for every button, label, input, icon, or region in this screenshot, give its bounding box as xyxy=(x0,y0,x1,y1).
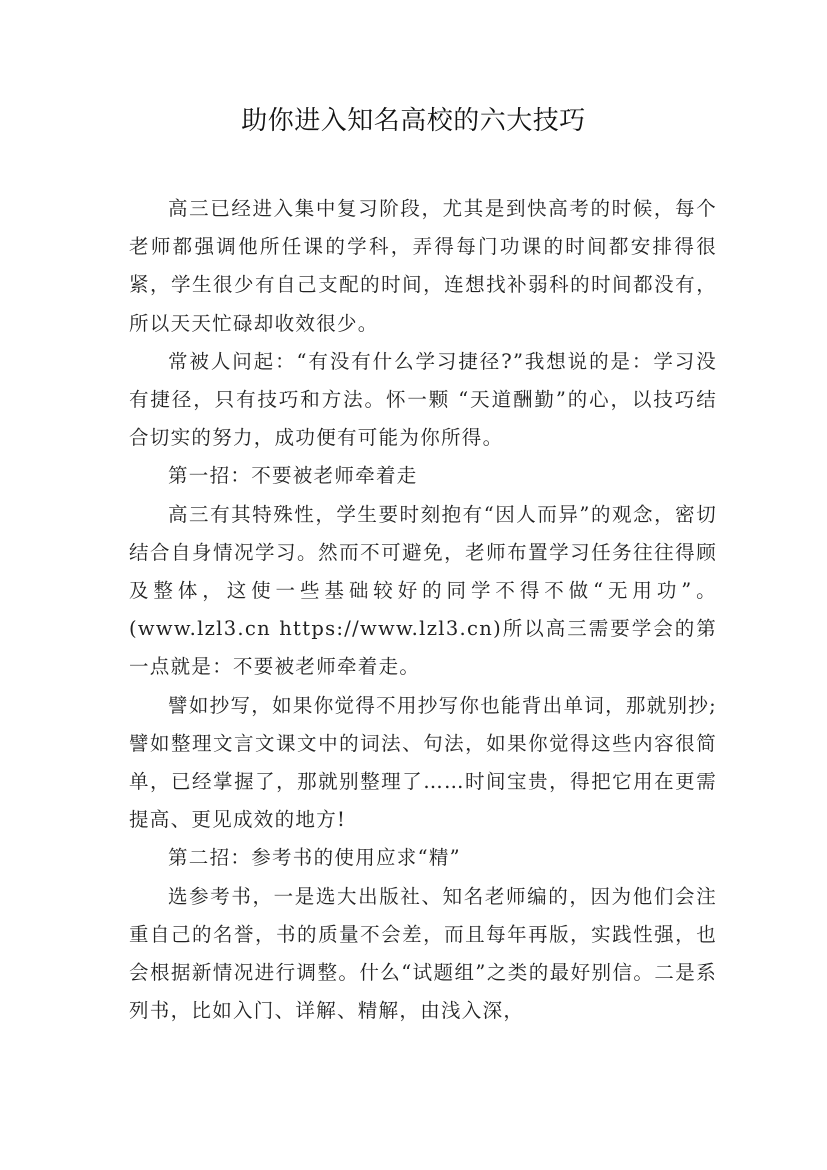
paragraph-tip-1-body: 高三有其特殊性，学生要时刻抱有“因人而异”的观念，密切结合自身情况学习。然而不可避免，老师布置学习任务往往得顾及整体，这使一些基础较好的同学不得不做“无用功”。(www.lzl3.cn https://www.lzl3.cn)所以高三需要学会的第一点就是：不要被老师牵着走。 xyxy=(129,502,717,679)
document-title: 助你进入知名高校的六大技巧 xyxy=(241,106,586,136)
paragraph-tip-2-body: 选参考书，一是选大出版社、知名老师编的，因为他们会注重自己的名誉，书的质量不会差，而且每年再版，实践性强，也会根据新情况进行调整。什么“试题组”之类的最好别信。二是系列书，比如入门、详解、精解，由浅入深， xyxy=(129,884,717,1023)
section-heading-tip-1: 第一招：不要被老师牵着走 xyxy=(168,464,418,488)
paragraph-intro: 高三已经进入集中复习阶段，尤其是到快高考的时候，每个老师都强调他所任课的学科，弄得每门功课的时间都安排得很紧，学生很少有自己支配的时间，连想找补弱科的时间都没有，所以天天忙碌却收效很少。 xyxy=(129,197,717,335)
document-body xyxy=(129,190,717,1030)
paragraph-no-shortcut: 常被人问起：“有没有什么学习捷径?”我想说的是：学习没有捷径，只有技巧和方法。怀一颗 “天道酬勤”的心，以技巧结合切实的努力，成功便有可能为你所得。 xyxy=(129,349,717,450)
section-heading-tip-2: 第二招：参考书的使用应求“精” xyxy=(168,846,461,870)
paragraph-tip-1-example: 譬如抄写，如果你觉得不用抄写你也能背出单词，那就别抄;譬如整理文言文课文中的词法、句法，如果你觉得这些内容很简单，已经掌握了，那就别整理了……时间宝贵，得把它用在更需提高、更见成效的地方! xyxy=(129,693,717,832)
